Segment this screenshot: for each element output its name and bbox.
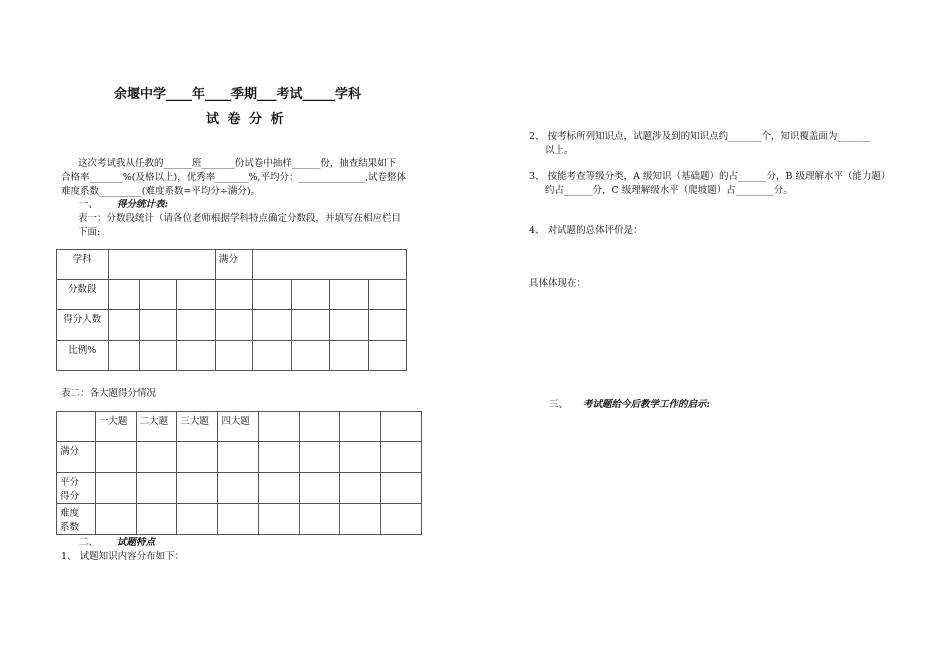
row-label-ratio: 比例%	[57, 341, 109, 371]
intro-line-2: 合格率_______%(及格以上)，优秀率_______%,平均分：______________,试卷整体	[61, 172, 407, 183]
table-cell	[136, 504, 177, 535]
table-cell	[381, 504, 422, 535]
header-q1: 一大题	[95, 412, 136, 442]
table-cell	[340, 473, 381, 504]
table-cell	[330, 341, 368, 371]
intro-line-3: 难度系数_________(难度系数=平均分÷满分)。	[61, 186, 261, 197]
table-cell	[218, 473, 259, 504]
table-cell	[381, 442, 422, 473]
table-cell	[215, 280, 252, 310]
detail-label: 具体体现在：	[529, 278, 587, 289]
item-3-line-2: 约占______分，C 级理解级水平（爬坡题）占________分。	[545, 185, 793, 196]
table-cell	[291, 280, 329, 310]
table-cell	[340, 412, 381, 442]
table-cell	[95, 473, 136, 504]
table2-caption: 表二：各大题得分情况	[61, 388, 157, 399]
table-cell	[299, 473, 340, 504]
table-cell	[253, 341, 291, 371]
table-cell	[177, 310, 215, 341]
section-1-title: 得分统计表:	[117, 199, 169, 210]
score-range-table	[56, 249, 407, 371]
header-q3: 三大题	[177, 412, 218, 442]
section-2-title: 试题特点	[117, 537, 156, 548]
page-title: 余堰中学____年____季期___考试_____学科	[114, 87, 362, 102]
table-cell	[177, 473, 218, 504]
section-2-number: 二、	[79, 537, 99, 548]
table1-caption-line-2: 下面:	[78, 227, 101, 238]
row-label-score-range: 分数段	[57, 280, 109, 310]
full-score-label: 满分	[215, 250, 252, 280]
table-cell	[340, 442, 381, 473]
table-cell	[381, 473, 422, 504]
table-cell	[108, 341, 139, 371]
item-4: 4、 对试题的总体评价是：	[529, 225, 643, 236]
intro-line-1: 这次考试我从任教的______班_______份试卷中抽样______份，抽查结果如下	[78, 158, 397, 169]
table-cell	[291, 341, 329, 371]
table-cell	[368, 341, 406, 371]
row-label-difficulty: 难度 系数	[57, 504, 96, 535]
table-cell	[177, 442, 218, 473]
table-cell	[95, 504, 136, 535]
corner-cell	[57, 412, 96, 442]
section-2-item-1: 1、 试题知识内容分布如下：	[61, 551, 185, 562]
table-cell	[136, 473, 177, 504]
section-3-number: 三、	[549, 399, 569, 410]
subject-label: 学科	[57, 250, 109, 280]
table-cell	[299, 412, 340, 442]
table-cell	[177, 280, 215, 310]
table-cell	[330, 310, 368, 341]
row-label-count: 得分人数	[57, 310, 109, 341]
table-cell	[291, 310, 329, 341]
table-cell	[253, 280, 291, 310]
table-cell	[259, 473, 300, 504]
row-label-avg: 平分 得分	[57, 473, 96, 504]
table-cell	[136, 442, 177, 473]
header-q4: 四大题	[218, 412, 259, 442]
full-score-value-cell	[253, 250, 407, 280]
table-cell	[215, 341, 252, 371]
table-cell	[368, 310, 406, 341]
table-cell	[253, 310, 291, 341]
table-cell	[177, 341, 215, 371]
table-cell	[340, 504, 381, 535]
table-cell	[139, 341, 176, 371]
table1-caption-line-1: 表一：分数段统计（请各位老师根据学科特点确定分数段，并填写在相应栏目	[78, 213, 402, 224]
table-cell	[218, 442, 259, 473]
table-cell	[108, 280, 139, 310]
item-2-line-1: 2、 按考标所列知识点，试题涉及到的知识点约_______个，知识覆盖面为_______	[529, 131, 871, 142]
item-3-line-1: 3、 按能考查等级分类，A 级知识（基础题）的占______分，B 级理解水平（能力题）	[529, 171, 891, 182]
header-q2: 二大题	[136, 412, 177, 442]
table-cell	[108, 310, 139, 341]
table-cell	[95, 442, 136, 473]
table-cell	[177, 504, 218, 535]
table-cell	[218, 504, 259, 535]
table-cell	[299, 504, 340, 535]
section-3-title: 考试题给今后教学工作的启示:	[583, 399, 711, 410]
row-label-full: 满分	[57, 442, 96, 473]
table-cell	[259, 442, 300, 473]
table-cell	[299, 442, 340, 473]
table-cell	[368, 280, 406, 310]
table-cell	[259, 504, 300, 535]
subject-value-cell	[108, 250, 215, 280]
table-cell	[139, 310, 176, 341]
table-cell	[330, 280, 368, 310]
table-cell	[139, 280, 176, 310]
page-subtitle: 试 卷 分 析	[206, 112, 286, 127]
item-2-line-2: 以上。	[545, 145, 574, 156]
question-score-table	[56, 411, 422, 535]
table-cell	[381, 412, 422, 442]
table-cell	[215, 310, 252, 341]
table-cell	[259, 412, 300, 442]
section-1-number: 一、	[79, 199, 99, 210]
